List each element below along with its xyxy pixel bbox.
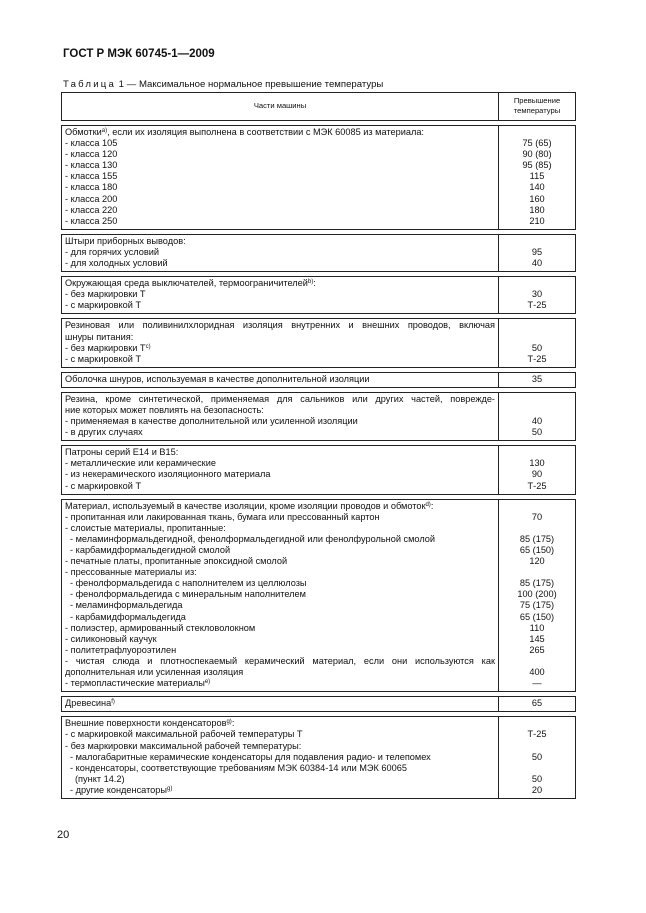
footnote-ref: d) <box>425 501 431 508</box>
line-label: Патроны серий Е14 и В15: <box>65 447 179 458</box>
line-label: - меламинформальдегидной, фенолформальдегидной или фенолфурольной смолой <box>70 533 436 544</box>
line-label-tail: , если их изоляция выполнена в соответствии с МЭК 60085 из материала: <box>107 127 424 137</box>
temperature-value: 95 <box>531 246 543 257</box>
temperature-value: 130 <box>529 458 545 469</box>
temperature-value <box>502 523 572 534</box>
value-cell <box>499 372 576 387</box>
value-cell <box>499 319 576 367</box>
table-row-group <box>62 697 576 712</box>
line-label: - слоистые материалы, пропитанные: <box>65 522 226 533</box>
parts-cell <box>62 372 499 387</box>
line-text <box>65 138 495 149</box>
temperature-value: 75 (65) <box>522 138 552 149</box>
line-label: дополнительная или усиленная изоляция <box>65 667 244 678</box>
line-text <box>65 556 495 567</box>
line-label: - с маркировкой Т <box>65 480 142 491</box>
line-label: - применяемая в качестве дополнительной или усиленной изоляции <box>65 416 358 427</box>
footnote-ref: е) <box>204 679 211 686</box>
temperature-value: 145 <box>529 633 545 644</box>
line-label: - класса 155 <box>65 171 118 182</box>
line-text <box>65 394 495 405</box>
line-label: ние которых может повлиять на безопасность: <box>65 404 264 415</box>
value-cell <box>499 446 576 494</box>
line-text <box>65 427 495 438</box>
line-label: Внешние поверхности конденсаторов <box>65 718 227 729</box>
temperature-value <box>502 320 572 331</box>
temperature-value: 30 <box>531 289 543 300</box>
temperature-value: 70 <box>531 511 543 522</box>
temperature-value: 35 <box>531 373 543 384</box>
temperature-value: 65 (150) <box>519 611 555 622</box>
temperature-value: 90 <box>531 469 543 480</box>
line-text <box>65 205 495 216</box>
line-label: - карбамидформальдегидной смолой <box>70 545 231 555</box>
line-label: - другие конденсаторы <box>70 784 167 795</box>
temperature-value: 95 (85) <box>522 160 552 171</box>
line-text <box>65 523 495 534</box>
line-text <box>65 645 495 656</box>
line-text <box>65 194 495 205</box>
footnote-ref: f) <box>111 699 115 706</box>
temperature-value <box>502 405 572 416</box>
line-text <box>65 416 495 427</box>
line-label: Обмотки <box>65 127 102 137</box>
temperature-value <box>502 332 572 343</box>
temperature-value <box>502 501 572 512</box>
line-text <box>65 247 495 258</box>
line-label: - малогабаритные керамические конденсаторы для подавления радио- и телепомех <box>70 751 431 762</box>
line-label-tail: : <box>231 718 235 729</box>
footnote-ref: b) <box>307 279 314 286</box>
temperature-value: — <box>532 678 542 689</box>
temperature-value: Т-25 <box>527 353 547 364</box>
line-label: Древесина <box>65 698 112 709</box>
line-text <box>65 258 495 269</box>
line-label: - с маркировкой максимальной рабочей температуры Т <box>65 729 303 740</box>
temperature-value <box>502 278 572 289</box>
value-cell <box>499 697 576 712</box>
line-text <box>65 332 495 343</box>
line-text <box>65 667 495 678</box>
line-text <box>65 634 495 645</box>
line-label: - класса 120 <box>65 149 118 160</box>
line-text <box>65 729 495 740</box>
parts-cell <box>62 277 499 314</box>
page-number: 20 <box>57 829 70 841</box>
line-label: - класса 220 <box>65 204 118 215</box>
line-label: - пропитанная или лакированная ткань, бумага или прессованный картон <box>65 511 380 522</box>
temperature-rise-table <box>61 92 576 799</box>
temperature-value: 100 (200) <box>517 589 557 600</box>
temperature-value <box>502 656 572 667</box>
temperature-value: Т-25 <box>527 729 547 740</box>
temperature-value <box>502 236 572 247</box>
line-text <box>65 320 495 331</box>
value-cell <box>499 392 576 440</box>
temperature-value: 50 <box>531 773 543 784</box>
table-row-group <box>62 717 576 799</box>
line-text <box>65 236 495 247</box>
line-label: - класса 200 <box>65 193 118 204</box>
temperature-value: 50 <box>531 427 543 438</box>
line-text <box>65 354 495 365</box>
temperature-value <box>502 447 572 458</box>
value-cell <box>499 717 576 799</box>
parts-cell <box>62 392 499 440</box>
line-label: - фенолформальдегида с наполнителем из целлюлозы <box>70 578 307 589</box>
line-text <box>65 763 495 774</box>
column-header-rise: Превышение температуры <box>499 93 576 121</box>
line-text <box>65 698 495 709</box>
line-label: - для горячих условий <box>65 246 159 257</box>
temperature-value: 65 (150) <box>519 545 555 555</box>
line-label: - меламинформальдегида <box>70 600 183 611</box>
line-text <box>65 752 495 763</box>
line-label: - с маркировкой Т <box>65 353 142 364</box>
line-text <box>65 678 495 689</box>
line-label: Резиновая или поливинилхлоридная изоляция внутренних и внешних проводов, включая <box>65 320 495 331</box>
caption-prefix: Таблица <box>63 79 117 90</box>
line-label: Материал, используемый в качестве изоляции, кроме изоляции проводов и обмоток <box>65 500 426 511</box>
temperature-value: 120 <box>529 556 545 567</box>
line-label: - печатные платы, пропитанные эпоксидной смолой <box>65 556 288 567</box>
line-label: Штыри приборных выводов: <box>65 235 186 246</box>
line-label: - класса 180 <box>65 182 118 193</box>
line-label: - класса 130 <box>65 160 118 171</box>
parts-cell <box>62 319 499 367</box>
parts-cell <box>62 126 499 230</box>
line-text <box>65 741 495 752</box>
line-text <box>65 545 495 556</box>
temperature-value: Т-25 <box>527 300 547 311</box>
table-row-group <box>62 446 576 494</box>
table-row-group <box>62 126 576 230</box>
column-header-parts: Части машины <box>62 93 499 121</box>
line-label: - без маркировки Т <box>65 342 146 353</box>
line-label: шнуры питания: <box>65 331 134 342</box>
temperature-value: 65 <box>531 698 543 709</box>
temperature-value: 180 <box>529 204 545 215</box>
table-row-group <box>62 392 576 440</box>
line-label: - в других случаях <box>65 427 143 438</box>
temperature-value: 400 <box>529 667 545 678</box>
line-text <box>65 149 495 160</box>
temperature-value: 265 <box>529 644 545 655</box>
line-text <box>65 127 495 138</box>
line-text <box>65 774 495 785</box>
line-text <box>65 589 495 600</box>
temperature-value <box>502 567 572 578</box>
line-label: Окружающая среда выключателей, термоограничителей <box>65 278 308 289</box>
table-row-group <box>62 372 576 387</box>
temperature-value: 115 <box>529 171 545 182</box>
table-row-group <box>62 277 576 314</box>
footnote-ref: g) <box>226 719 232 726</box>
line-text <box>65 785 495 796</box>
line-label: - термопластические материалы <box>65 678 205 689</box>
temperature-value: Т-25 <box>527 480 547 491</box>
temperature-value: 85 (175) <box>519 578 555 589</box>
value-cell <box>499 499 576 692</box>
temperature-value: 40 <box>531 416 543 427</box>
document-header: ГОСТ Р МЭК 60745-1—2009 <box>63 48 215 60</box>
line-text <box>65 300 495 311</box>
line-label: - класса 105 <box>65 138 118 149</box>
temperature-value: 50 <box>531 751 543 762</box>
line-text <box>65 481 495 492</box>
line-label: - конденсаторы, соответствующие требованиям МЭК 60384-14 или МЭК 60065 <box>70 762 407 773</box>
temperature-value: 160 <box>529 193 545 204</box>
line-label: - из некерамического изоляционного материала <box>65 469 271 480</box>
line-text <box>65 182 495 193</box>
parts-cell <box>62 499 499 692</box>
temperature-value <box>502 394 572 405</box>
line-label: - полиэстер, армированный стекловолокном <box>65 622 256 633</box>
table-caption <box>63 79 383 90</box>
line-text <box>65 447 495 458</box>
line-label: - прессованные материалы из: <box>65 567 197 578</box>
parts-cell <box>62 697 499 712</box>
temperature-value <box>502 127 572 138</box>
line-label: Резина, кроме синтетической, применяемая для сальников или других частей, поврежде- <box>65 393 495 404</box>
line-label: (пункт 14.2) <box>75 773 125 784</box>
temperature-value: 90 (80) <box>522 149 552 160</box>
temperature-value: 20 <box>531 784 543 795</box>
caption-title: 1 — Максимальное нормальное превышение температуры <box>116 79 384 90</box>
parts-cell <box>62 234 499 271</box>
line-label: Оболочка шнуров, используемая в качестве дополнительной изоляции <box>65 373 370 384</box>
line-label: - без маркировки максимальной рабочей температуры: <box>65 740 302 751</box>
line-label: - силиконовый каучук <box>65 633 157 644</box>
temperature-value <box>502 763 572 774</box>
line-text <box>65 534 495 545</box>
line-label: - карбамидформальдегида <box>70 611 186 622</box>
temperature-value <box>502 741 572 752</box>
line-label-tail: : <box>313 278 316 289</box>
line-text <box>65 216 495 227</box>
line-text <box>65 567 495 578</box>
line-label: - чистая слюда и плотноспекаемый керамический материал, если они используются как <box>65 655 495 666</box>
temperature-value <box>502 718 572 729</box>
line-label: - класса 250 <box>65 215 118 226</box>
line-text <box>65 501 495 512</box>
line-text <box>65 718 495 729</box>
line-text <box>65 600 495 611</box>
table-row-group <box>62 499 576 692</box>
line-text <box>65 278 495 289</box>
value-cell <box>499 234 576 271</box>
line-label: - фенолформальдегида с минеральным наполнителем <box>70 589 306 600</box>
line-label: - без маркировки Т <box>65 289 146 300</box>
value-cell <box>499 277 576 314</box>
parts-cell <box>62 446 499 494</box>
line-text <box>65 612 495 623</box>
value-cell <box>499 126 576 230</box>
parts-cell <box>62 717 499 799</box>
temperature-value: 50 <box>531 342 543 353</box>
line-label: - политетрафлуороэтилен <box>65 644 177 655</box>
line-text <box>65 512 495 523</box>
footnote-ref: c) <box>145 343 151 350</box>
line-label-tail: : <box>430 500 434 511</box>
line-text <box>65 289 495 300</box>
line-text <box>65 343 495 354</box>
line-text <box>65 374 495 385</box>
line-text <box>65 623 495 634</box>
footnote-ref: g) <box>167 785 173 792</box>
footnote-ref: а) <box>101 128 108 134</box>
temperature-value: 210 <box>529 215 545 226</box>
line-text <box>65 469 495 480</box>
line-label: - для холодных условий <box>65 258 168 269</box>
table-row-group <box>62 234 576 271</box>
table-row-group <box>62 319 576 367</box>
line-text <box>65 171 495 182</box>
line-label: - металлические или керамические <box>65 458 216 469</box>
line-text <box>65 458 495 469</box>
temperature-value: 140 <box>529 182 545 193</box>
line-text <box>65 578 495 589</box>
line-text <box>65 656 495 667</box>
temperature-value: 40 <box>531 258 543 269</box>
temperature-value: 75 (175) <box>519 600 555 611</box>
temperature-value: 110 <box>529 622 545 633</box>
line-label: - с маркировкой Т <box>65 300 142 311</box>
line-text <box>65 160 495 171</box>
line-text <box>65 405 495 416</box>
temperature-value: 85 (175) <box>519 533 555 544</box>
